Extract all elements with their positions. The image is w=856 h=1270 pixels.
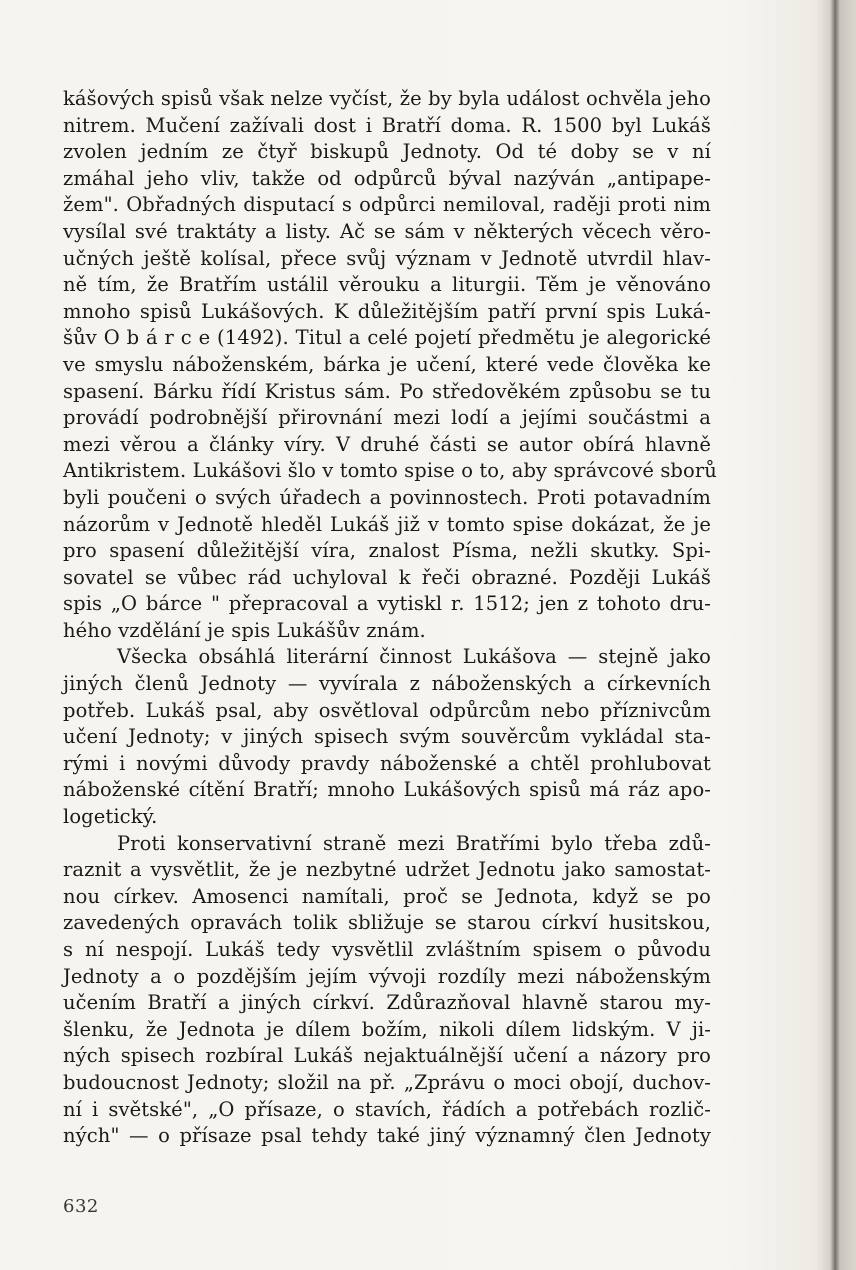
- text-line: mnoho spisů Lukášových. K důležitějším patří první spis Luká-: [63, 299, 711, 323]
- text-line: s ní nespojí. Lukáš tedy vysvětlil zvláštním spisem o původu: [63, 938, 711, 961]
- text-line: šův O b á r c e (1492). Titul a celé pojetí předmětu je alegorické: [63, 326, 711, 350]
- text-line: zavedených opravách tolik sbližuje se starou církví husitskou,: [63, 911, 711, 935]
- text-line: sovatel se vůbec rád uchyloval k řeči obrazné. Později Lukáš: [63, 565, 711, 589]
- text-line: spis „O bárce " přepracoval a vytiskl r. 1512; jen z tohoto dru-: [63, 592, 711, 616]
- text-line: Jednoty a o pozdějším jejím vývoji rozdíly mezi náboženským: [63, 964, 711, 988]
- text-line: zmáhal jeho vliv, takže od odpůrců býval nazýván „antipape-: [63, 166, 711, 190]
- text-line: budoucnost Jednoty; složil na př. „Zprávu o moci obojí, duchov-: [63, 1070, 711, 1094]
- text-line: potřeb. Lukáš psal, aby osvětloval odpůrcům nebo příznivcům: [63, 698, 711, 722]
- text-line: ných spisech rozbíral Lukáš nejaktuálnější učení a názory pro: [63, 1044, 711, 1068]
- text-line: šlenku, že Jednota je dílem božím, nikoli dílem lidským. V ji-: [63, 1017, 711, 1041]
- text-line: vysílal své traktáty a listy. Ač se sám v některých věcech věro-: [63, 219, 711, 243]
- body-text: [63, 86, 717, 1150]
- text-line: ve smyslu náboženském, bárka je učení, které vede člověka ke: [63, 352, 711, 376]
- text-line: Proti konservativní straně mezi Bratřími bylo třeba zdů-: [117, 831, 711, 855]
- text-line: provádí podrobnější přirovnání mezi lodí a jejími součástmi a: [63, 406, 711, 430]
- text-line: raznit a vysvětlit, že je nezbytné udržet Jednotu jako samostat-: [63, 858, 711, 882]
- text-line: logetický.: [63, 805, 158, 829]
- text-line: hého vzdělání je spis Lukášův znám.: [63, 618, 426, 642]
- text-line: Antikristem. Lukášovi šlo v tomto spise o to, aby správcové sborů: [63, 459, 717, 483]
- text-line: kášových spisů však nelze vyčíst, že by byla událost ochvěla jeho: [63, 87, 711, 110]
- page-number: 632: [63, 1196, 99, 1217]
- text-line: názorům v Jednotě hleděl Lukáš již v tomto spise dokázat, že je: [63, 512, 711, 536]
- text-line: mezi věrou a články víry. V druhé části se autor obírá hlavně: [63, 432, 711, 456]
- text-line: byli poučeni o svých úřadech a povinnostech. Proti potavadním: [63, 485, 711, 509]
- text-line: nou církev. Amosenci namítali, proč se Jednota, když se po: [63, 884, 711, 908]
- text-line: ní i světské", „O přísaze, o stavích, řádích a potřebách rozlič-: [63, 1097, 711, 1121]
- text-line: ných" — o přísaze psal tehdy také jiný významný člen Jednoty: [63, 1124, 711, 1148]
- text-line: pro spasení důležitější víra, znalost Písma, nežli skutky. Spi-: [63, 539, 711, 563]
- text-line: učením Bratří a jiných církví. Zdůrazňoval hlavně starou my-: [63, 991, 711, 1015]
- text-line: nitrem. Mučení zažívali dost i Bratří doma. R. 1500 byl Lukáš: [63, 113, 711, 137]
- text-line: rými i novými důvody pravdy náboženské a chtěl prohlubovat: [63, 751, 711, 775]
- text-line: učných ještě kolísal, přece svůj význam v Jednotě utvrdil hlav-: [63, 246, 711, 270]
- text-line: náboženské cítění Bratří; mnoho Lukášových spisů má ráz apo-: [63, 778, 711, 802]
- text-line: žem". Obřadných disputací s odpůrci nemiloval, raději proti nim: [63, 193, 711, 217]
- text-line: ně tím, že Bratřím ustálil věrouku a liturgii. Těm je věnováno: [63, 273, 711, 297]
- text-line: Všecka obsáhlá literární činnost Lukášova — stejně jako: [117, 645, 711, 669]
- text-line: učení Jednoty; v jiných spisech svým souvěrcům vykládal sta-: [63, 725, 711, 749]
- book-binding-shadow: [816, 0, 856, 1270]
- text-line: jiných členů Jednoty — vyvírala z náboženských a církevních: [63, 672, 711, 696]
- text-line: spasení. Bárku řídí Kristus sám. Po středověkém způsobu se tu: [63, 379, 711, 403]
- text-line: zvolen jedním ze čtyř biskupů Jednoty. Od té doby se v ní: [63, 140, 711, 164]
